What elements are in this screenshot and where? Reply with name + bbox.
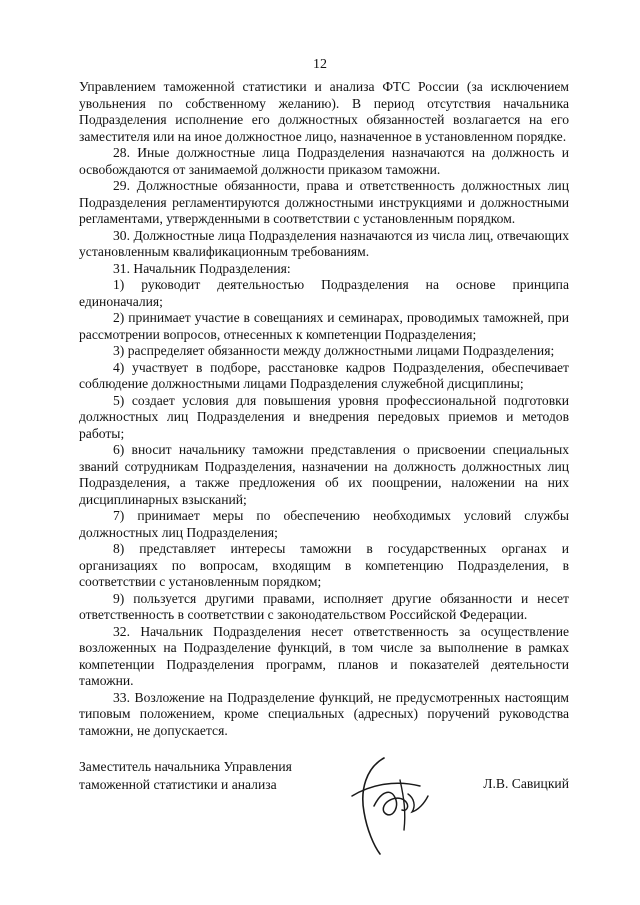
list-item-7: 7) принимает меры по обеспечению необходимых условий службы должностных лиц Подразделения;	[79, 508, 569, 540]
signature-block	[79, 758, 569, 868]
signatory-title	[79, 758, 292, 794]
handwritten-signature	[344, 750, 434, 860]
signatory-title-line-2: таможенной статистики и анализа	[79, 777, 277, 792]
list-item-2: 2) принимает участие в совещаниях и семинарах, проводимых таможней, при рассмотрении вопросов, отнесенных к компетенции Подразделения;	[79, 310, 569, 342]
list-item-3: 3) распределяет обязанности между должностными лицами Подразделения;	[113, 343, 555, 358]
paragraph-30: 30. Должностные лица Подразделения назначаются из числа лиц, отвечающих установленным квалификационным требованиям.	[79, 227, 569, 259]
signatory-title-line-1: Заместитель начальника Управления	[79, 759, 292, 774]
paragraph-29: 29. Должностные обязанности, права и ответственность должностных лиц Подразделения регламентируются должностными инструкциями и должностными регламентами, утвержденными в соответствии с установленным порядком.	[79, 178, 569, 226]
paragraph-continuation: Управлением таможенной статистики и анализа ФТС России (за исключением увольнения по собственному желанию). В период отсутствия начальника Подразделения исполнение его должностных обязанностей возлагается на его заместителя или на иное должностное лицо, назначенное в установленном порядке.	[79, 79, 569, 144]
list-item-5: 5) создает условия для повышения уровня профессиональной подготовки должностных лиц Подразделения и внедрения передовых приемов и методов работы;	[79, 392, 569, 441]
list-item-1: 1) руководит деятельностью Подразделения на основе принципа единоначалия;	[79, 277, 569, 309]
list-item-9: 9) пользуется другими правами, исполняет другие обязанности и несет ответственность в соответствии с законодательством Российской Федерации.	[79, 590, 569, 622]
paragraph-32: 32. Начальник Подразделения несет ответственность за осуществление возложенных на Подразделение функций, в том числе за выполнение в рамках компетенции Подразделения программ, планов и показателей деятельности таможни.	[79, 623, 569, 688]
document-body	[79, 79, 569, 739]
paragraph-33: 33. Возложение на Подразделение функций, не предусмотренных настоящим типовым положением, кроме специальных (адресных) поручений руководства таможни, не допускается.	[79, 689, 569, 738]
list-item-6: 6) вносит начальнику таможни представления о присвоении специальных званий сотрудникам Подразделения, назначении на должность должностных лиц Подразделения, а также предложения об их поощрении, наложении на них дисциплинарных взысканий;	[79, 442, 569, 507]
list-item-4: 4) участвует в подборе, расстановке кадров Подразделения, обеспечивает соблюдение должностными лицами Подразделения служебной дисциплины;	[79, 359, 569, 391]
page-number: 12	[313, 57, 327, 72]
signatory-name: Л.В. Савицкий	[483, 776, 569, 791]
paragraph-31: 31. Начальник Подразделения:	[113, 260, 291, 276]
paragraph-28: 28. Иные должностные лица Подразделения назначаются на должность и освобождаются от занимаемой должности приказом таможни.	[79, 145, 569, 177]
list-item-8: 8) представляет интересы таможни в государственных органах и организациях по вопросам, входящим в компетенцию Подразделения, в соответствии с установленным порядком;	[79, 541, 569, 589]
